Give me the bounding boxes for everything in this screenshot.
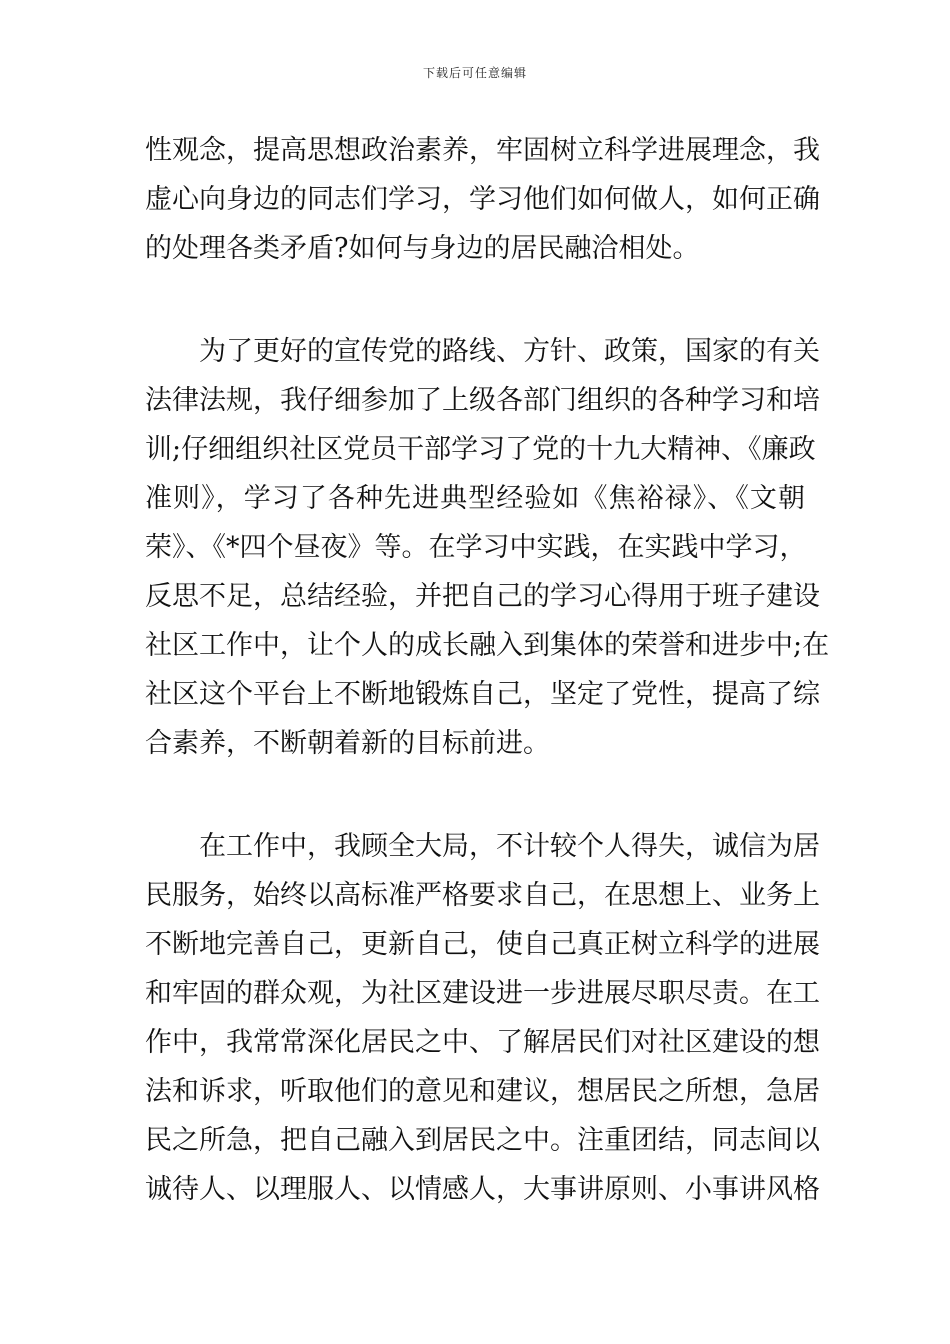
text-line: 反思不足，总结经验，并把自己的学习心得用于班子建设 [145, 581, 820, 612]
text-line: 的处理各类矛盾?如何与身边的居民融洽相处。 [145, 233, 700, 264]
text-line: 社区这个平台上不断地锻炼自己，坚定了党性，提高了综 [145, 679, 820, 710]
text-line: 社区工作中，让个人的成长融入到集体的荣誉和进步中;在 [145, 630, 830, 661]
paragraph-2 [145, 327, 830, 768]
paragraph-3 [145, 822, 820, 1214]
text-line: 和牢固的群众观，为社区建设进一步进展尽职尽责。在工 [145, 978, 820, 1009]
paragraph-1 [145, 126, 820, 273]
text-line: 法和诉求，听取他们的意见和建议，想居民之所想，急居 [145, 1076, 820, 1107]
text-line: 训;仔细组织社区党员干部学习了党的十九大精神、《廉政 [145, 434, 816, 465]
text-line: 为了更好的宣传党的路线、方针、政策，国家的有关 [199, 336, 820, 367]
text-line: 荣》、《*四个昼夜》等。在学习中实践，在实践中学习， [145, 532, 807, 563]
text-line: 法律法规，我仔细参加了上级各部门组织的各种学习和培 [145, 385, 820, 416]
text-line: 作中，我常常深化居民之中、了解居民们对社区建设的想 [145, 1027, 820, 1058]
text-line: 合素养，不断朝着新的目标前进。 [145, 728, 550, 759]
text-line: 民之所急，把自己融入到居民之中。注重团结，同志间以 [145, 1125, 820, 1156]
text-line: 民服务，始终以高标准严格要求自己，在思想上、业务上 [145, 880, 820, 911]
text-line: 虚心向身边的同志们学习，学习他们如何做人，如何正确 [145, 184, 820, 215]
text-line: 诚待人、以理服人、以情感人，大事讲原则、小事讲风格 [145, 1174, 820, 1205]
text-line: 在工作中，我顾全大局，不计较个人得失，诚信为居 [199, 831, 820, 862]
text-line: 不断地完善自己，更新自己，使自己真正树立科学的进展 [145, 929, 820, 960]
text-line: 性观念，提高思想政治素养，牢固树立科学进展理念，我 [145, 135, 820, 166]
text-line: 准则》，学习了各种先进典型经验如《焦裕禄》、《文朝 [145, 483, 805, 514]
header-note: 下载后可任意编辑 [422, 66, 527, 80]
